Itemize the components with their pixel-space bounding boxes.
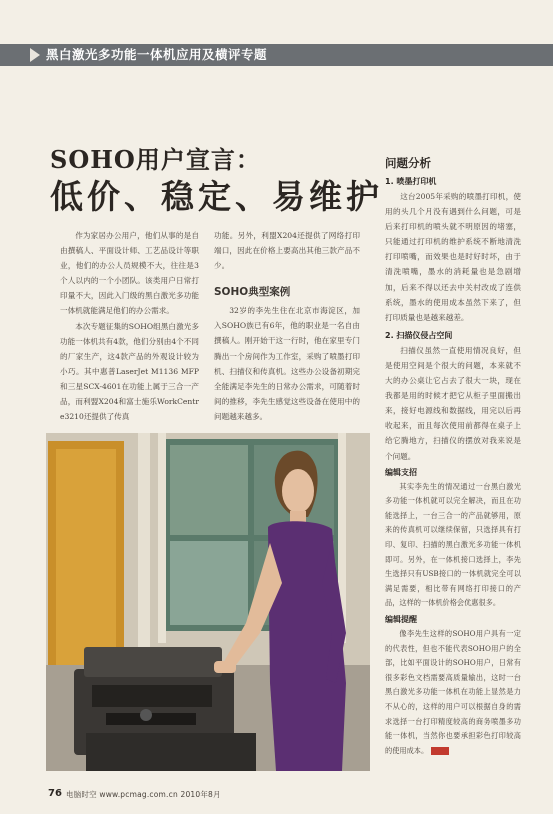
analysis-column [385,155,521,758]
office-scene-illustration [46,433,370,771]
intro-continuation: 功能。另外，利盟X204还提供了网络打印端口，因此在价格上要高出其他三款产品不少。 [214,231,360,271]
analysis-item-text: 这台2005年采购的喷墨打印机，使用的头几个月没有遇到什么问题，可是后来打印机的喷头就不明原因的堵塞，只能通过打印机的维护系统不断地清洗打印喷嘴，而效果也是时好时坏，由于清洗喷嘴，墨水的消耗量也是急剧增加，后来不得以还去中关村改成了连供系统，墨水的使用成本虽然下来了，但打印质量也是越来越差。 [385,192,521,322]
editor-tip-body: 像李先生这样的SOHO用户具有一定的代表性，但也不能代表SOHO用户的全部，比如平面设计的SOHO用户，日常有很多彩色文档需要高质量输出，这时一台黑白激光多功能一体机在功能上显然是力不从心的，这样的用户可以根据自身的需求选择一台打印精度较高的商务喷墨多功能一体机，当然你也要承担彩色打印较高的使用成本。 [385,628,521,755]
section-title: 黑白激光多功能一体机应用及横评专题 [46,47,268,62]
case-paragraph: 32岁的李先生住在北京市海淀区，加入SOHO族已有6年，他的职业是一名自由撰稿人。刚开始干这一行时，他在家里专门腾出一个房间作为工作室，采购了喷墨打印机、扫描仪和传真机。这些办公设备初期完全能满足李先生的日常办公需求，可随着时间的推移，李先生感觉这些设备在使用中的问题越来越多。 [214,306,360,421]
pcm-logo-icon [431,747,449,755]
editor-tip-heading: 编辑提醒 [385,614,417,624]
editor-support-text: 其实李先生的情况通过一台黑白激光多功能一体机就可以完全解决，而且在功能选择上，一台三合一的产品就够用，原来的传真机可以继续保留，只选择具有打印、复印、扫描的黑白激光多功能一体机即可。另外，在一体机接口选择上，李先生选择只有USB接口的一体机就完全可以满足需要，相比带有网络打印接口的产品，这样的一体机价格会优惠很多。 [385,481,521,608]
case-column [214,228,360,424]
analysis-item-text: 扫描仪虽然一直使用情况良好，但是使用空间是个很大的问题，本来就不大的办公桌让它占去了很大一块，现在我都是用的时候才把它从柜子里面搬出来，接好电源线和数据线，用完以后再收起来，而且每次使用前都得在桌子上给它腾地方，扫描仪的摆放对我来说是个问题。 [385,345,521,461]
editor-support-heading: 编辑支招 [385,467,417,477]
headline-line-1: SOHO用户宣言： [50,145,261,174]
arrow-marker-icon [30,48,40,62]
intro-paragraph: 作为家居办公用户，他们从事的是自由撰稿人、平面设计师、工艺品设计等职业，他们的办公人员规模不大，往往是3个人以内的一个小团队。该类用户日常打印量不大，因此入门级的黑白激光多功能一体机就能满足他们的办公需求。 [60,231,199,316]
headline-line-2: 低价、稳定、易维护 [50,177,383,216]
product-photo [46,433,370,771]
analysis-title: 问题分析 [385,156,431,170]
analysis-item-heading: 2. 扫描仪侵占空间 [385,330,453,340]
intro-paragraph: 本次专题征集的SOHO组黑白激光多功能一体机共有4款，他们分别由4个不同的厂家生产，这4款产品的外观设计较为小巧。其中惠普LaserJet M1136 MFP和三星SCX-4601在功能上属于三合一产品，而利盟X204和富士施乐WorkCentre3210还提供了传真 [60,321,199,422]
footer-text: 电脑时空 www.pcmag.com.cn 2010年8月 [66,790,221,799]
editor-tip-text [385,627,521,758]
page-number: 76 [48,788,62,799]
analysis-item-heading: 1. 喷墨打印机 [385,177,437,186]
case-heading: SOHO典型案例 [214,286,291,299]
intro-column [60,228,199,424]
